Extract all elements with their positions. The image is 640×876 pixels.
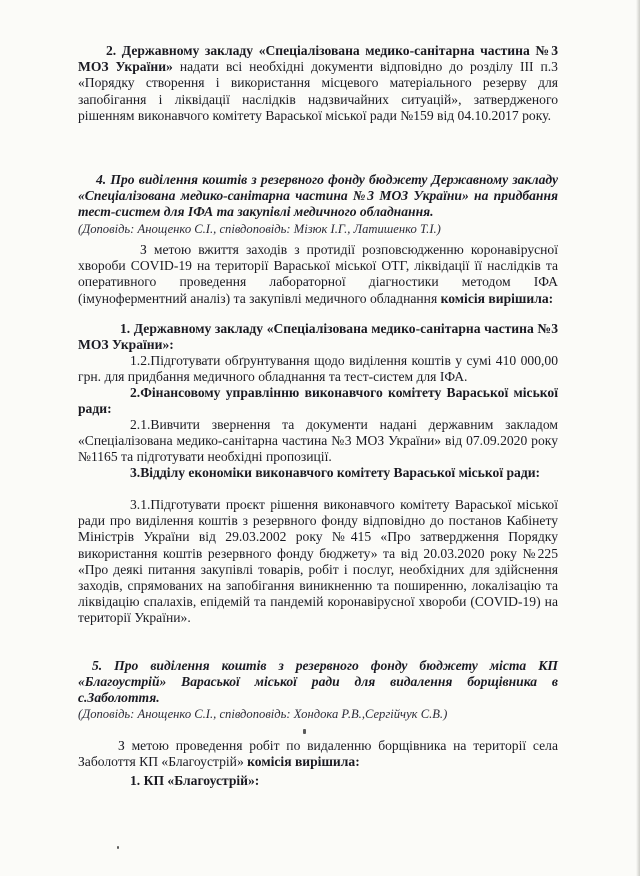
item-5-intro-text: З метою проведення робіт по видаленню борщівника на території села Заболоття КП «Благоустрій» <box>78 738 558 770</box>
item-5-decision-label: комісія вирішила: <box>247 754 360 770</box>
item-4-point-3-1: 3.1.Підготувати проєкт рішення виконавчого комітету Вараської міської ради про виділення коштів з резервного фонду відповідно до постанов Кабінету Міністрів України від 29.03.2002 року №415 «Про затвердження Порядку використання коштів резервного фонду бюджету» та від 20.03.2020 року №225 «Про деякі питання закупівлі товарів, робіт і послуг, необхідних для здійснення заходів, спрямованих на запобігання виникненню та поширенню, локалізацію та ліквідацію спалахів, епідемій та пандемій коронавірусної хвороби (COVID-19) на території України». <box>78 497 558 626</box>
item-4-point-1-head: 1. Державному закладу «Спеціалізована медико-санітарна частина №3 МОЗ України»: <box>78 321 558 353</box>
item-4-title: 4. Про виділення коштів з резервного фонду бюджету Державному закладу «Спеціалізована медико-санітарна частина №3 МОЗ України» на придбання тест-систем для ІФА та закупівлі медичного обладнання. <box>78 172 558 220</box>
item-5-title: 5. Про виділення коштів з резервного фонду бюджету міста КП «Благоустрій» Вараської міської ради для видалення борщівника в с.Заболоття. <box>78 658 558 706</box>
section-2-paragraph <box>78 43 558 124</box>
page-edge-shadow <box>636 0 640 876</box>
item-4-speakers: (Доповідь: Анощенко С.І., співдоповідь: Мізюк І.Г., Латишенко Т.І.) <box>78 222 441 236</box>
section-2-bold-text: Державному закладу «Спеціалізована медико-санітарна частина №3 МОЗ України» <box>78 43 558 75</box>
item-4-intro-text: З метою вжиття заходів з протидії розповсюдженню коронавірусної хвороби COVID-19 на території Вараської міської ОТГ, ліквідації її наслідків та оперативного проведення лабораторної діагностики методом ІФА (імуноферментний аналіз) та закупівлі медичного обладнання <box>78 242 558 306</box>
item-4-point-1-1: 1.2.Підготувати обґрунтування щодо виділення коштів у сумі 410 000,00 грн. для придбання медичного обладнання та тест-систем для ІФА. <box>78 353 558 385</box>
item-4-point-2-head: 2.Фінансовому управлінню виконавчого комітету Вараської міської ради: <box>78 385 558 417</box>
item-4-point-2-1: 2.1.Вивчити звернення та документи надані державним закладом «Спеціалізована медико-санітарна частина №3 МОЗ України» від 07.09.2020 року №1165 та підготувати необхідні пропозиції. <box>78 417 558 465</box>
section-2-number: 2. <box>106 43 117 58</box>
item-5-point-1-head: 1. КП «Благоустрій»: <box>130 773 260 788</box>
item-4-point-3-head: 3.Відділу економіки виконавчого комітету Вараської міської ради: <box>130 465 541 480</box>
section-2-text: надати всі необхідні документи відповідно до розділу III п.3 «Порядку створення і використання місцевого матеріального резерву для запобігання і ліквідації наслідків надзвичайних ситуацій», затвердженого рішенням виконавчого комітету Вараської міської ради №159 від 04.10.2017 року. <box>78 59 558 123</box>
ink-mark <box>303 729 306 734</box>
item-5-speakers: (Доповідь: Анощенко С.І., співдоповідь: Хондока Р.В.,Сергійчук С.В.) <box>78 707 448 721</box>
item-4-decision-label: комісія вирішила: <box>440 290 554 306</box>
item-4-intro <box>78 242 558 307</box>
ink-dot <box>117 846 119 849</box>
item-5-intro <box>78 738 558 770</box>
